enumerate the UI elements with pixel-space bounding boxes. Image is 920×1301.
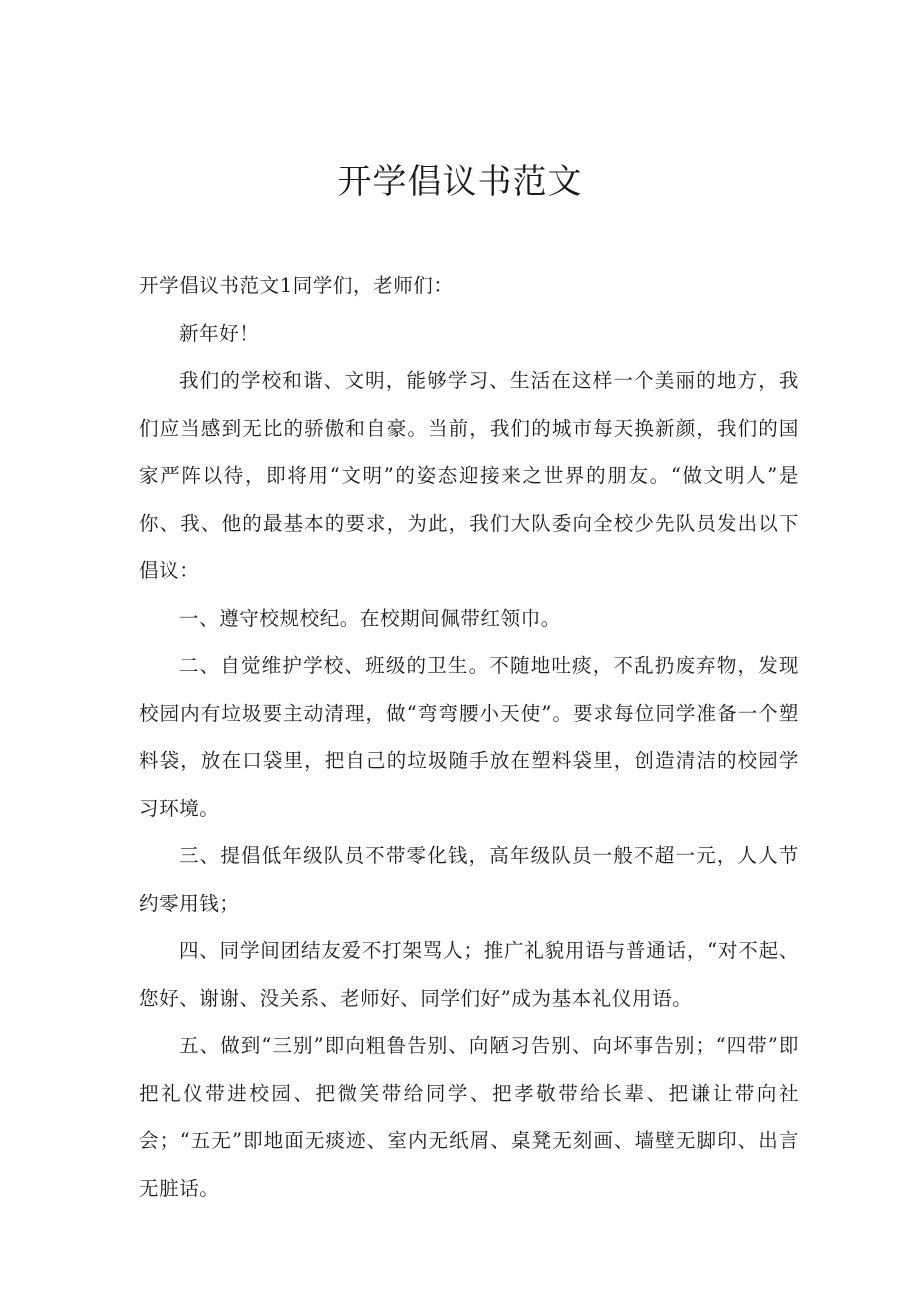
proposal-item-5: 五、做到“三别”即向粗鲁告别、向陋习告别、向坏事告别；“四带”即把礼仪带进校园、把微笑带给同学、把孝敬带给长辈、把谦让带向社会；“五无”即地面无痰迹、室内无纸屑、桌凳无刻画、墙壁无脚印、出言无脏话。 — [139, 1034, 799, 1200]
intro-paragraph: 我们的学校和谐、文明，能够学习、生活在这样一个美丽的地方，我们应当感到无比的骄傲和自豪。当前，我们的城市每天换新颜，我们的国家严阵以待，即将用“文明”的姿态迎接来之世界的朋友。“做文明人”是你、我、他的最基本的要求，为此，我们大队委向全校少先队员发出以下倡议： — [139, 369, 799, 582]
document-title: 开学倡议书范文 — [337, 162, 583, 202]
proposal-item-1: 一、遵守校规校纪。在校期间佩带红领巾。 — [179, 606, 561, 630]
opening-line: 开学倡议书范文1同学们，老师们： — [139, 274, 454, 297]
proposal-item-2: 二、自觉维护学校、班级的卫生。不随地吐痰，不乱扔废弃物，发现校园内有垃圾要主动清理，做“弯弯腰小天使”。要求每位同学准备一个塑料袋，放在口袋里，把自己的垃圾随手放在塑料袋里，创造清洁的校园学习环境。 — [139, 654, 799, 820]
proposal-item-4: 四、同学间团结友爱不打架骂人；推广礼貌用语与普通话，“对不起、您好、谢谢、没关系、老师好、同学们好”成为基本礼仪用语。 — [139, 939, 799, 1010]
document-body — [139, 262, 799, 1212]
proposal-item-3: 三、提倡低年级队员不带零化钱，高年级队员一般不超一元，人人节约零用钱； — [139, 844, 799, 915]
greeting: 新年好！ — [179, 321, 260, 345]
